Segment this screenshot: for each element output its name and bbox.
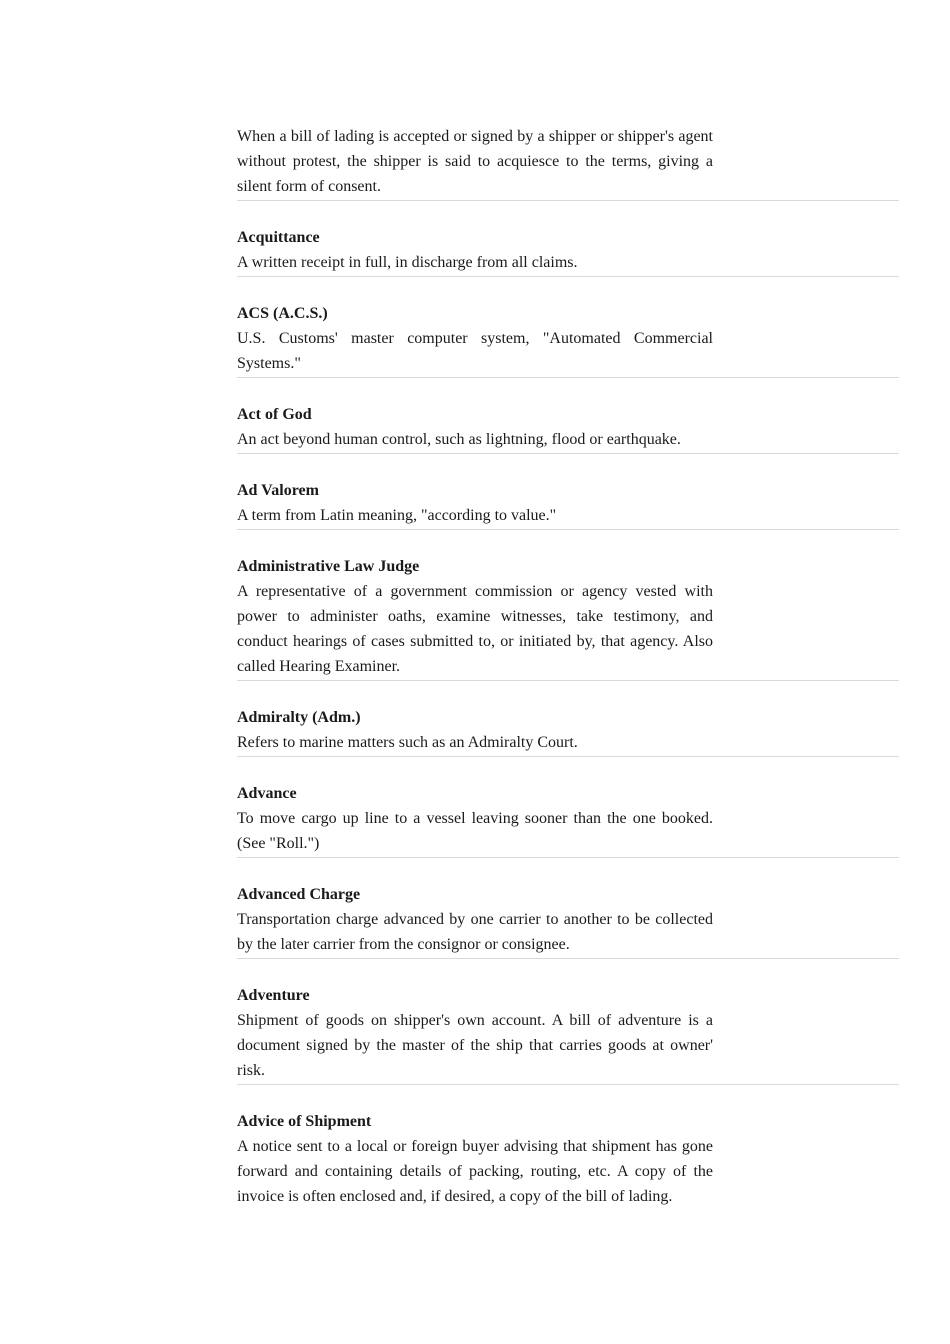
entry-definition: Shipment of goods on shipper's own account. A bill of adventure is a document signed by the master of the ship that carries goods at owner' risk. [237, 1012, 713, 1079]
glossary-entry-admiralty [237, 681, 899, 757]
entry-term: Adventure [237, 987, 310, 1004]
glossary-entry-ad-valorem [237, 454, 899, 530]
entry-term: Advice of Shipment [237, 1113, 372, 1130]
entry-term: Acquittance [237, 229, 320, 246]
entry-term: Administrative Law Judge [237, 558, 420, 575]
entry-definition: A written receipt in full, in discharge from all claims. [237, 254, 578, 271]
glossary-entry-acs [237, 277, 899, 378]
entry-term: ACS (A.C.S.) [237, 305, 328, 322]
entry-term: Act of God [237, 406, 312, 423]
glossary-entry-act-of-god [237, 378, 899, 454]
glossary-entry-administrative-law-judge [237, 530, 899, 681]
glossary-entry-advanced-charge [237, 858, 899, 959]
entry-definition: Transportation charge advanced by one carrier to another to be collected by the later carrier from the consignor or consignee. [237, 911, 713, 953]
entry-definition: An act beyond human control, such as lightning, flood or earthquake. [237, 431, 681, 448]
intro-definition: When a bill of lading is accepted or signed by a shipper or shipper's agent without protest, the shipper is said to acquiesce to the terms, giving a silent form of consent. [237, 128, 713, 195]
glossary-page [237, 124, 899, 1210]
entry-definition: Refers to marine matters such as an Admiralty Court. [237, 734, 578, 751]
glossary-entry-adventure [237, 959, 899, 1085]
entry-term: Advanced Charge [237, 886, 361, 903]
glossary-entry-acquittance [237, 201, 899, 277]
entry-definition: U.S. Customs' master computer system, "Automated Commercial Systems." [237, 330, 713, 372]
entry-term: Advance [237, 785, 297, 802]
entry-definition: A term from Latin meaning, "according to value." [237, 507, 557, 524]
entry-term: Admiralty (Adm.) [237, 709, 361, 726]
glossary-entry-advice-of-shipment [237, 1085, 899, 1210]
glossary-entry-advance [237, 757, 899, 858]
intro-entry [237, 124, 899, 201]
entry-term: Ad Valorem [237, 482, 319, 499]
entry-definition: A notice sent to a local or foreign buyer advising that shipment has gone forward and containing details of packing, routing, etc. A copy of the invoice is often enclosed and, if desired, a copy of the bill of lading. [237, 1138, 713, 1205]
entry-definition: To move cargo up line to a vessel leaving sooner than the one booked. (See "Roll.") [237, 810, 713, 852]
entry-definition: A representative of a government commission or agency vested with power to administer oaths, examine witnesses, take testimony, and conduct hearings of cases submitted to, or initiated by, that agency. Also called Hearing Examiner. [237, 583, 713, 675]
